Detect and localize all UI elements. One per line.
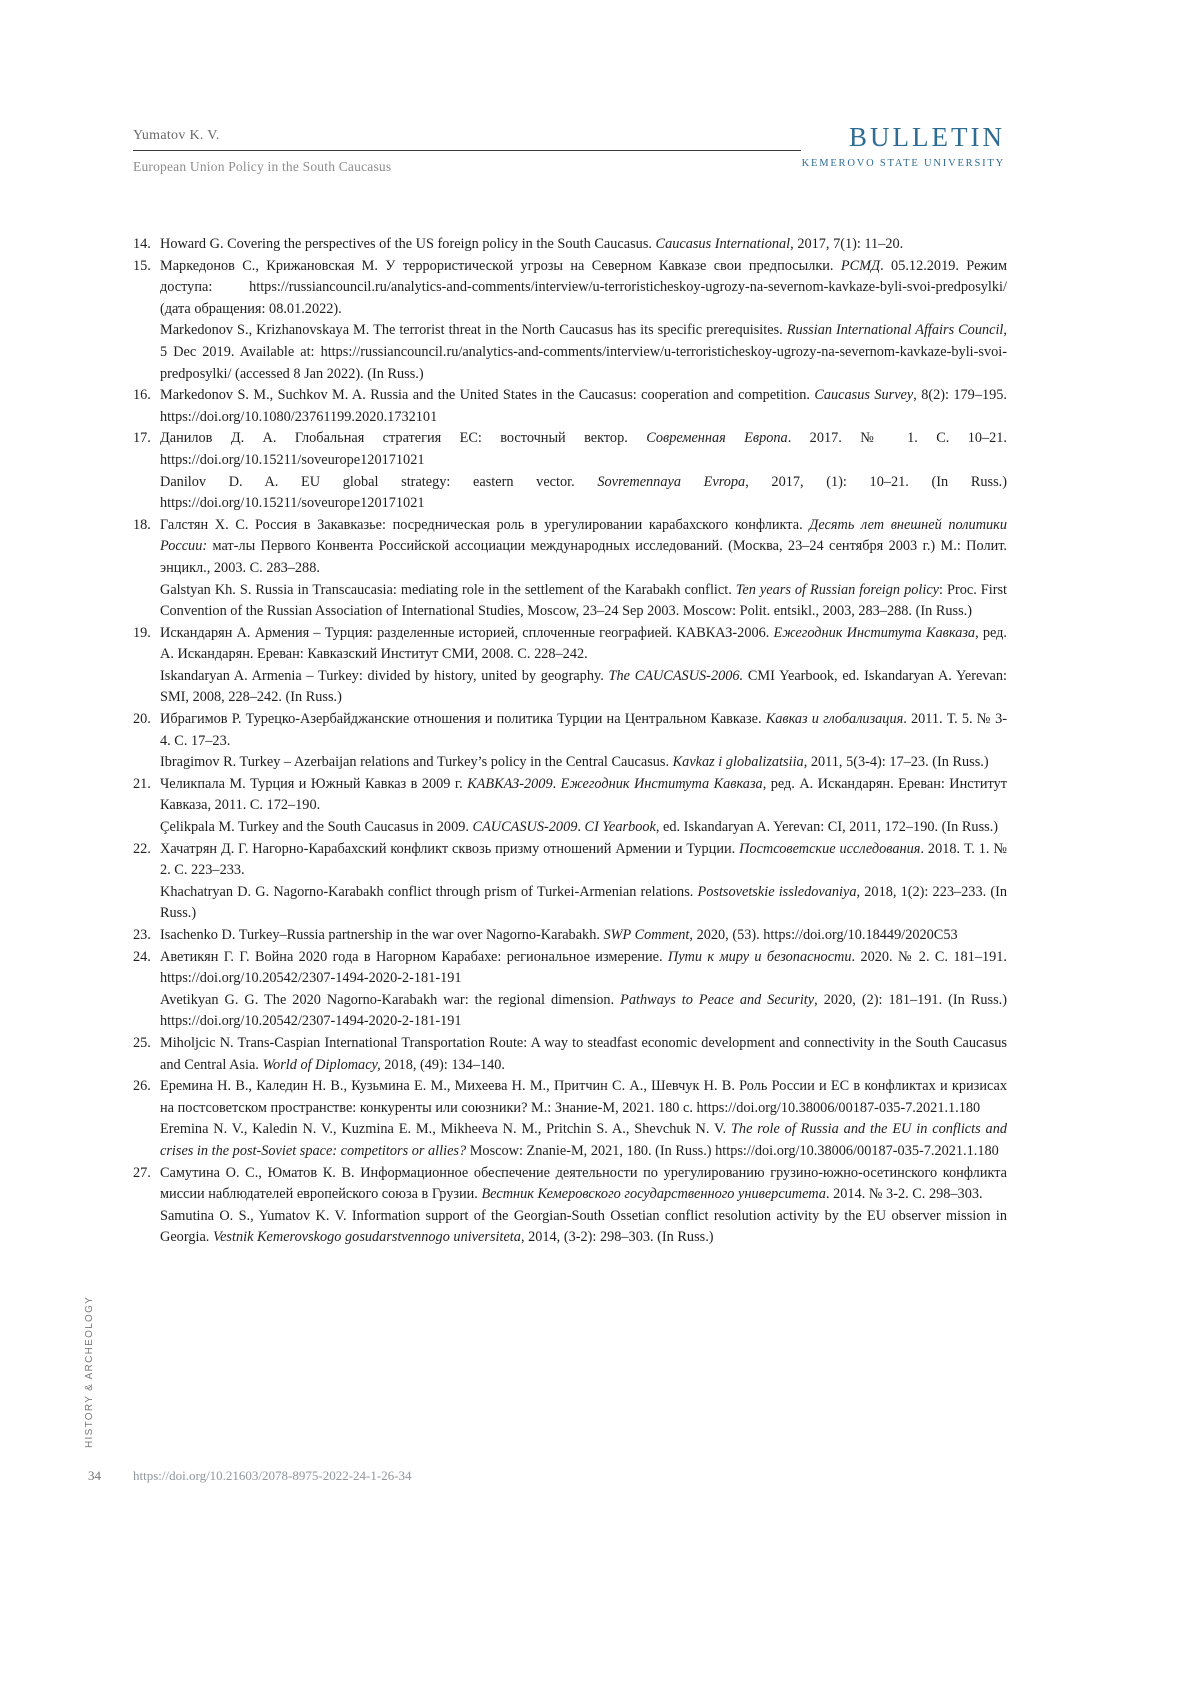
reference-text: Caucasus Survey [814, 387, 914, 404]
journal-title: BULLETIN [849, 122, 1005, 152]
reference-text: . 05.12.2019. Режим доступа: [160, 257, 1007, 296]
reference-item [133, 1076, 1007, 1162]
page-number: 34 [88, 1468, 101, 1483]
reference-text: . 2011. Т. 5. № 3-4. С. 17–23. [160, 711, 1007, 749]
reference-text: Ежегодник Института Кавказа [560, 775, 763, 792]
reference-number: 22. [133, 840, 151, 857]
reference-text: (accessed 8 Jan 2022). (In Russ.) [231, 365, 424, 382]
reference-paragraph [160, 947, 1007, 990]
reference-text: CMI Yearbook, ed. Iskandaryan A. Yerevan: SMI, 2008, 228–242. (In Russ.) [160, 667, 1008, 706]
reference-text: Искандарян А. Армения – Турция: разделенные историей, сплоченные географией. КАВКАЗ-2006. [160, 624, 774, 641]
reference-text: . [552, 775, 561, 792]
url-link[interactable]: https://doi.org/10.15211/soveurope120171021 [160, 451, 425, 468]
reference-paragraph [160, 320, 1007, 385]
doi-link[interactable]: https://doi.org/10.21603/2078-8975-2022-24-1-26-34 [133, 1468, 412, 1483]
reference-text: Пути к миру и безопасности [667, 948, 852, 965]
reference-paragraph [160, 990, 1007, 1033]
reference-paragraph [160, 1076, 1007, 1119]
reference-text: : Proc. First Convention of the Russian Association of International Studies, Moscow, 23–24 Sep 2003. Moscow: Polit. entsikl., 2003, 283–288. (In Russ.) [160, 581, 1007, 620]
reference-paragraph [160, 580, 1007, 623]
reference-paragraph [160, 515, 1007, 580]
reference-number: 19. [133, 624, 151, 641]
reference-paragraph [160, 839, 1007, 882]
reference-number: 18. [133, 516, 151, 533]
reference-paragraph [160, 752, 1007, 774]
reference-item [133, 428, 1007, 514]
header-rule [133, 150, 801, 151]
reference-number: 15. [133, 257, 151, 274]
reference-number: 20. [133, 711, 151, 728]
reference-number: 26. [133, 1078, 151, 1095]
reference-number: 14. [133, 236, 151, 252]
reference-item [133, 774, 1007, 839]
reference-number: 27. [133, 1164, 151, 1181]
reference-text: The role of Russia and the EU in conflicts and crises in the post-Soviet space: competitors or allies? [160, 1121, 1008, 1159]
reference-item [133, 515, 1007, 623]
reference-text: Маркедонов С., Крижановская М. У террористической угрозы на Северном Кавказе свои предпосылки. [160, 257, 841, 274]
page-header-left [133, 128, 803, 175]
reference-text: Khachatryan D. G. Nagorno-Karabakh conflict through prism of Turkei-Armenian relations. [160, 883, 698, 900]
reference-text: Isachenko D. Turkey–Russia partnership in the war over Nagorno-Karabakh. [160, 927, 604, 943]
reference-text: Markedonov S. M., Suchkov M. A. Russia and the United States in the Caucasus: cooperation and competition. [160, 387, 815, 404]
reference-number: 23. [133, 927, 151, 943]
reference-text: , 2020, (2): 181–191. (In Russ.) [814, 991, 1007, 1008]
reference-text: (дата обращения: 08.01.2022). [160, 300, 342, 317]
reference-text: , 2020, (53). [689, 927, 764, 943]
url-link[interactable]: https://doi.org/10.20542/2307-1494-2020-2-181-191 [160, 970, 462, 987]
url-link[interactable]: https://russiancouncil.ru/analytics-and-comments/interview/u-terroristicheskoy-ugrozy-na-severnom-kavkaze-byli-svoi-predposylki/ [160, 343, 1007, 382]
reference-text: . 2018. Т. 1. № 2. С. 223–233. [160, 840, 1008, 879]
reference-text: Ибрагимов Р. Турецко-Азербайджанские отношения и политика Турции на Центральном Кавказе. [160, 711, 766, 728]
reference-text: , 2017, (1): 10–21. (In Russ.) [745, 473, 1008, 490]
reference-text: Caucasus International [655, 236, 791, 252]
url-link[interactable]: https://doi.org/10.38006/00187-035-7.2021.1.180 [715, 1142, 999, 1159]
reference-text: Десять лет внешней политики России: [160, 516, 1008, 555]
reference-item [133, 623, 1007, 709]
reference-text: Galstyan Kh. S. Russia in Transcaucasia: mediating role in the settlement of the Karabakh conflict. [160, 581, 736, 598]
reference-text: Еремина Н. В., Каледин Н. В., Кузьмина Е. М., Михеева Н. М., Притчин С. А., Шевчук Н. В. Роль России и ЕС в конфликтах и кризисах на постсоветском пространстве: конкуренты или союзники? М.: Знание-М, 2021. 180 с. [160, 1078, 1007, 1116]
reference-paragraph [160, 256, 1007, 321]
url-link[interactable]: https://doi.org/10.15211/soveurope120171021 [160, 495, 425, 512]
reference-paragraph [160, 428, 1007, 471]
reference-paragraph [160, 472, 1007, 515]
reference-text: Vestnik Kemerovskogo gosudarstvennogo universiteta [212, 1229, 521, 1246]
url-link[interactable]: https://doi.org/10.38006/00187-035-7.2021.1.180 [696, 1099, 981, 1116]
reference-number: 25. [133, 1034, 151, 1051]
reference-text: Moscow: Znanie-M, 2021, 180. (In Russ.) [466, 1142, 716, 1159]
reference-item [133, 385, 1007, 428]
reference-paragraph [160, 1163, 1007, 1206]
reference-text: Данилов Д. А. Глобальная стратегия ЕС: восточный вектор. [160, 430, 647, 447]
reference-number: 21. [133, 775, 151, 792]
reference-text: Ibragimov R. Turkey – Azerbaijan relations and Turkey’s policy in the Central Caucasus. [160, 754, 673, 771]
reference-paragraph [160, 774, 1007, 817]
reference-paragraph [160, 925, 1007, 947]
reference-text: Галстян Х. С. Россия в Закавказье: посредническая роль в урегулировании карабахского конфликта. [160, 516, 810, 533]
reference-paragraph [160, 385, 1007, 428]
reference-text: Pathways to Peace and Security [620, 991, 815, 1008]
reference-paragraph [160, 1033, 1007, 1076]
reference-number: 24. [133, 948, 151, 965]
reference-text: , 2017, 7(1): 11–20. [790, 236, 904, 252]
reference-text: Самутина О. С., Юматов К. В. Информационное обеспечение деятельности по урегулированию грузино-южно-осетинского конфликта миссии наблюдателей европейского союза в Грузии. [160, 1164, 1007, 1203]
url-link[interactable]: https://russiancouncil.ru/analytics-and-comments/interview/u-terroristicheskoy-ugrozy-na-severnom-kavkaze-byli-svoi-predposylki/ [249, 279, 1007, 296]
journal-subtitle: KEMEROVO STATE UNIVERSITY [801, 158, 1005, 169]
reference-text: Sovremennaya Evropa [597, 473, 746, 490]
reference-text: . 2017. № 1. С. 10–21. [787, 430, 1008, 447]
reference-text: Howard G. Covering the perspectives of the US foreign policy in the South Caucasus. [160, 236, 656, 252]
reference-text: Современная Европа [646, 430, 788, 447]
reference-text: The CAUCASUS-2006. [608, 667, 744, 684]
reference-text: Ежегодник Института Кавказа [773, 624, 976, 641]
reference-text: , ред. А. Искандарян. Ереван: Институт Кавказа, 2011. С. 172–190. [160, 775, 1007, 814]
reference-text: CI Yearbook [584, 819, 656, 836]
reference-item [133, 839, 1007, 925]
reference-text: . 2020. № 2. С. 181–191. [851, 948, 1007, 965]
reference-item [133, 709, 1007, 774]
reference-text: CAUCASUS-2009 [472, 819, 578, 836]
reference-text: SWP Comment [603, 927, 690, 943]
reference-paragraph [160, 709, 1007, 752]
reference-text: . [577, 819, 585, 836]
url-link[interactable]: https://doi.org/10.1080/23761199.2020.1732101 [160, 408, 438, 425]
reference-text: Ten years of Russian foreign policy [735, 581, 940, 598]
reference-paragraph [160, 1206, 1007, 1249]
reference-text: Avetikyan G. G. The 2020 Nagorno-Karabakh war: the regional dimension. [160, 991, 621, 1008]
reference-text: мат-лы Первого Конвента Российской ассоциации международных исследований. (Москва, 23–24 сентября 2003 г.) М.: Полит. энцикл., 2003. С. 283–288. [160, 538, 1007, 576]
url-link[interactable]: https://doi.org/10.18449/2020C53 [763, 927, 958, 943]
reference-item [133, 1033, 1007, 1076]
reference-paragraph [160, 817, 1007, 839]
reference-text: Markedonov S., Krizhanovskaya M. The terrorist threat in the North Caucasus has its specific prerequisites. [160, 322, 787, 339]
reference-text: КАВКАЗ-2009 [467, 775, 553, 792]
reference-text: , ed. Iskandaryan A. Yerevan: CI, 2011, 172–190. (In Russ.) [655, 819, 999, 836]
reference-paragraph [160, 623, 1007, 666]
reference-paragraph [160, 1119, 1007, 1162]
running-author: Yumatov K. V. [133, 128, 220, 143]
reference-item [133, 1163, 1007, 1249]
reference-text: Челикпала М. Турция и Южный Кавказ в 2009 г. [160, 775, 468, 792]
reference-text: , 2018, 1(2): 223–233. (In Russ.) [160, 883, 1007, 922]
reference-item [133, 256, 1007, 386]
reference-text: Postsovetskie issledovaniya [697, 883, 857, 900]
reference-list [133, 234, 1007, 1249]
reference-text: Çelikpala M. Turkey and the South Caucasus in 2009. [160, 819, 473, 836]
reference-text: Iskandaryan A. Armenia – Turkey: divided by history, united by geography. [160, 667, 609, 684]
reference-paragraph [160, 882, 1007, 925]
reference-text: , 2014, (3-2): 298–303. (In Russ.) [520, 1229, 714, 1246]
reference-paragraph [160, 666, 1007, 709]
reference-text: Постсоветские исследования [739, 840, 921, 857]
section-side-label: HISTORY & ARCHEOLOGY [84, 1295, 95, 1448]
reference-text: World of Diplomacy, [262, 1056, 381, 1073]
reference-text: Samutina O. S., Yumatov K. V. Information support of the Georgian-South Ossetian conflict resolution activity by the EU observer mission in Georgia. [160, 1207, 1007, 1246]
reference-text: Danilov D. A. EU global strategy: eastern vector. [160, 473, 598, 490]
reference-item [133, 947, 1007, 1033]
reference-text: , 8(2): 179–195. [913, 387, 1007, 404]
reference-text: Кавказ и глобализация [765, 711, 904, 728]
reference-number: 16. [133, 387, 151, 404]
reference-text: . 2014. № 3-2. С. 298–303. [825, 1186, 983, 1203]
reference-text: Kavkaz i globalizatsiia [672, 754, 804, 771]
reference-text: , ред. А. Искандарян. Ереван: Кавказский Институт СМИ, 2008. С. 228–242. [160, 624, 1007, 663]
reference-paragraph [160, 234, 1007, 256]
reference-text: , 5 Dec 2019. Available at: [160, 322, 1007, 360]
reference-item [133, 234, 1007, 256]
journal-mark [802, 122, 1005, 169]
reference-text: Хачатрян Д. Г. Нагорно-Карабахский конфликт сквозь призму отношений Армении и Турции. [160, 840, 740, 857]
reference-number: 17. [133, 430, 151, 447]
reference-item [133, 925, 1007, 947]
reference-text: Eremina N. V., Kaledin N. V., Kuzmina E. M., Mikheeva N. M., Pritchin S. A., Shevchuk N. V. [160, 1121, 731, 1138]
reference-text: , 2011, 5(3-4): 17–23. (In Russ.) [803, 754, 989, 771]
reference-text: Аветикян Г. Г. Война 2020 года в Нагорном Карабахе: региональное измерение. [160, 948, 668, 965]
url-link[interactable]: https://doi.org/10.20542/2307-1494-2020-2-181-191 [160, 1013, 462, 1030]
reference-text: РСМД [840, 257, 881, 274]
reference-text: Russian International Affairs Council [786, 322, 1004, 339]
reference-text: Вестник Кемеровского государственного университета [481, 1186, 826, 1203]
reference-text: 2018, (49): 134–140. [380, 1056, 505, 1073]
reference-text: Miholjcic N. Trans-Caspian International Transportation Route: A way to steadfast economic development and connectivity in the South Caucasus and Central Asia. [160, 1034, 1007, 1073]
running-article-title: European Union Policy in the South Caucasus [133, 159, 392, 174]
